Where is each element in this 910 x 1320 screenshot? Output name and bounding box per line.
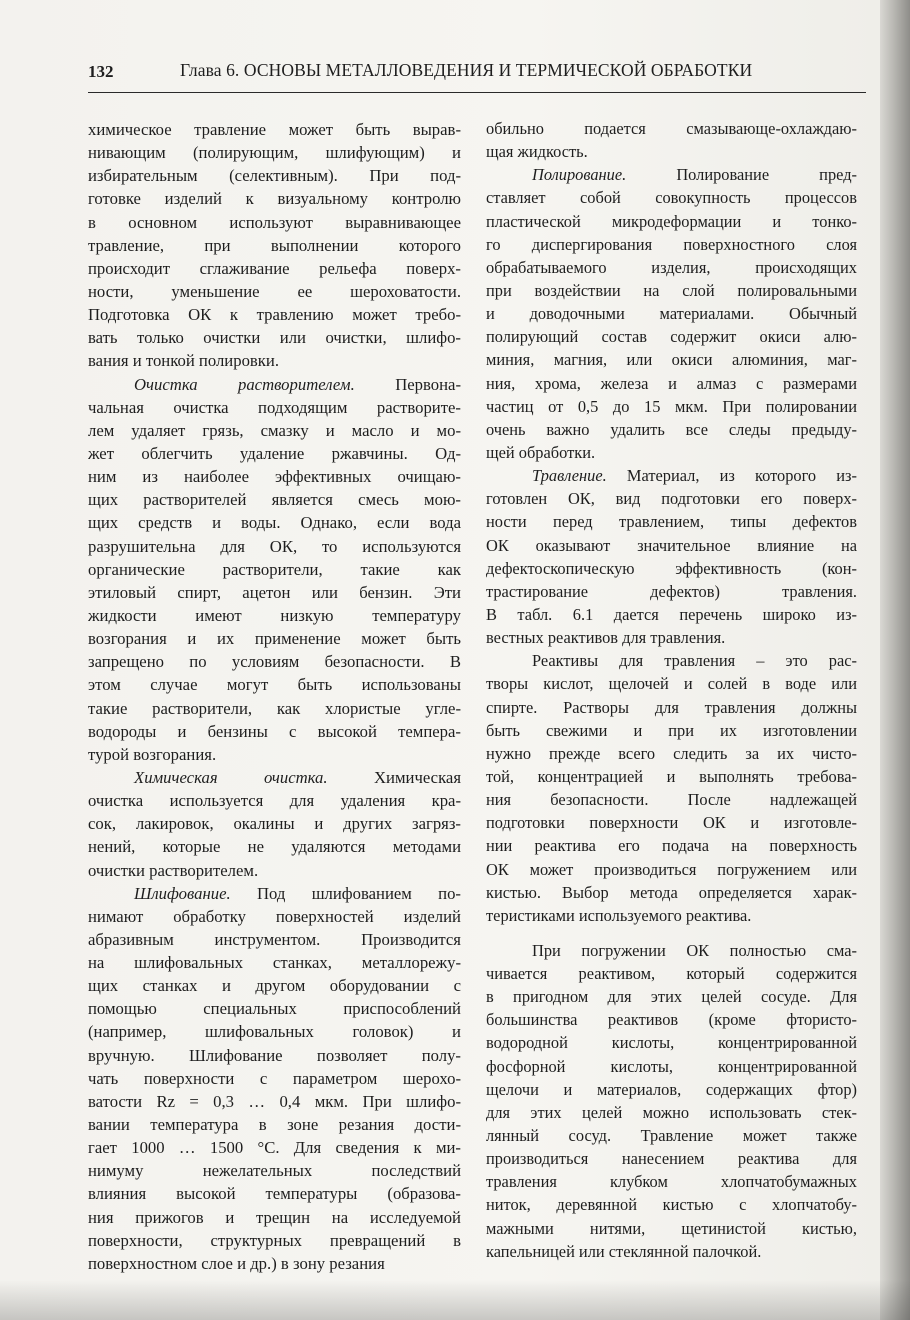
text-line: творы кислот, щелочей и солей в воде или	[486, 674, 857, 694]
text-line: Очистка растворителем. Первона-	[134, 374, 461, 394]
text-line: щей обработки.	[486, 442, 596, 462]
text-line: водороды и бензины с высокой темпера-	[88, 721, 461, 741]
text-line: лем удаляет грязь, смазку и масло и мо-	[88, 420, 461, 440]
text-line: водородной кислоты, концентрированной	[486, 1033, 857, 1053]
text-line: этом случае могут быть использованы	[88, 675, 461, 695]
text-line: нений, которые не удаляются методами	[88, 837, 461, 857]
running-head: Глава 6. ОСНОВЫ МЕТАЛЛОВЕДЕНИЯ И ТЕРМИЧЕСКОЙ ОБРАБОТКИ	[180, 60, 753, 80]
text-line: происходит сглаживание рельефа поверх-	[88, 258, 461, 278]
text-line: ния, хрома, железа и алмаз с размерами	[486, 373, 857, 393]
text-line: Шлифование. Под шлифованием по-	[134, 883, 461, 903]
text-line: сок, лакировок, окалины и других загряз-	[88, 814, 461, 834]
text-line: обильно подается смазывающе-охлаждаю-	[486, 119, 857, 138]
text-line: кистью. Выбор метода определяется харак-	[486, 882, 857, 902]
text-line: нивающим (полирующим, шлифующим) и	[88, 143, 461, 163]
text-line: готовлен ОК, вид подготовки его поверх-	[486, 489, 857, 509]
text-line: при воздействии на слой полировальными	[486, 280, 857, 300]
text-line: чальная очистка подходящим растворите-	[88, 397, 461, 417]
text-line: нужно прежде всего следить за их чисто-	[486, 743, 857, 763]
page-number: 132	[88, 62, 114, 81]
text-line: вручную. Шлифование позволяет полу-	[88, 1045, 461, 1065]
text-line: избирательным (селективным). При под-	[88, 166, 461, 186]
text-line: той, концентрацией и выполнять требова-	[486, 766, 857, 786]
right-text-column	[486, 117, 857, 1263]
text-line: разрушительна для ОК, то используются	[88, 536, 461, 556]
text-line: чать поверхности с параметром шерохо-	[88, 1068, 461, 1088]
text-line: спирте. Растворы для травления должны	[486, 697, 857, 717]
text-line: органические растворители, такие как	[88, 559, 461, 579]
text-line: щих растворителей является смесь мою-	[88, 490, 461, 510]
text-line: го диспергирования поверхностного слоя	[486, 234, 857, 254]
text-line: запрещено по условиям безопасности. В	[88, 652, 461, 672]
text-line: (например, шлифовальных головок) и	[88, 1022, 461, 1042]
text-line: ния безопасности. После надлежащей	[486, 790, 857, 810]
text-line: Химическая очистка. Химическая	[134, 767, 461, 787]
text-line: готовке изделий к визуальному контролю	[88, 189, 461, 209]
text-line: теристиками используемого реактива.	[486, 905, 752, 925]
text-line: лянный сосуд. Травление может также	[486, 1126, 857, 1146]
book-gutter-shadow	[880, 0, 910, 1320]
text-line: вании температура в зоне резания дости-	[88, 1115, 461, 1135]
text-line: дефектоскопическую эффективность (кон-	[486, 558, 857, 578]
text-line: В табл. 6.1 дается перечень широко из-	[486, 604, 857, 624]
text-line: Полирование. Полирование пред-	[532, 165, 857, 185]
text-line: производиться нанесением реактива для	[486, 1149, 857, 1169]
text-line: большинства реактивов (кроме фтористо-	[486, 1010, 857, 1030]
text-line: для этих целей можно использовать стек-	[486, 1102, 857, 1122]
text-line: Реактивы для травления – это рас-	[532, 651, 857, 671]
text-line: травление, при выполнении которого	[88, 235, 461, 255]
header-rule	[88, 92, 866, 93]
text-line: полирующий состав содержит окиси алю-	[486, 327, 857, 347]
text-line: При погружении ОК полностью сма-	[532, 940, 857, 960]
text-line: вестных реактивов для травления.	[486, 628, 726, 648]
text-line: щая жидкость.	[486, 142, 588, 162]
text-line: ватости Rz = 0,3 … 0,4 мкм. При шлифо-	[88, 1091, 461, 1111]
text-line: ности перед травлением, типы дефектов	[486, 512, 857, 532]
text-line: частиц от 0,5 до 15 мкм. При полировании	[486, 396, 857, 416]
text-line: в пригодном для этих целей сосуде. Для	[486, 987, 857, 1007]
text-line: ставляет собой совокупность процессов	[486, 188, 857, 208]
text-line: абразивным инструментом. Производится	[88, 929, 461, 949]
text-line: нимают обработку поверхностей изделий	[88, 906, 461, 926]
text-line: влияния высокой температуры (образова-	[88, 1184, 461, 1204]
text-line: очень важно удалить все следы предыду-	[486, 419, 857, 439]
text-line: на шлифовальных станках, металлорежу-	[88, 953, 461, 973]
text-line: гает 1000 … 1500 °С. Для сведения к ми-	[88, 1138, 461, 1158]
text-line: очистки растворителем.	[88, 860, 259, 880]
text-line: вания и тонкой полировки.	[88, 351, 280, 371]
text-line: быть свежими и при их изготовлении	[486, 720, 857, 740]
text-line: жет облегчить удаление ржавчины. Од-	[88, 443, 461, 463]
text-line: поверхности, структурных превращений в	[88, 1230, 461, 1250]
left-text-column	[88, 118, 461, 1275]
text-line: ним из наиболее эффективных очищаю-	[88, 467, 461, 487]
text-line: Подготовка ОК к травлению может требо-	[88, 305, 461, 325]
text-line: нимуму нежелательных последствий	[88, 1161, 461, 1181]
text-line: этиловый спирт, ацетон или бензин. Эти	[88, 582, 461, 602]
text-line: чивается реактивом, который содержится	[486, 964, 857, 984]
text-line: ния прижогов и трещин на исследуемой	[88, 1207, 461, 1227]
text-line: щелочи и материалов, содержащих фтор)	[486, 1079, 857, 1099]
text-line: трастирование дефектов) травления.	[486, 581, 857, 601]
text-line: обрабатываемого изделия, происходящих	[486, 257, 857, 277]
text-line: турой возгорания.	[88, 744, 217, 764]
text-line: такие растворители, как хлористые угле-	[88, 698, 461, 718]
page-header	[88, 58, 868, 88]
page-bottom-shadow	[0, 1280, 910, 1320]
text-line: помощью специальных приспособлений	[88, 999, 461, 1019]
text-line: вать только очистки или очистки, шлифо-	[88, 328, 461, 348]
text-line: ности, уменьшение ее шероховатости.	[88, 281, 461, 301]
text-line: возгорания и их применение может быть	[88, 629, 461, 649]
text-line: ОК оказывают значительное влияние на	[486, 535, 857, 555]
text-line: химическое травление может быть вырав-	[88, 120, 461, 139]
text-line: Травление. Материал, из которого из-	[532, 466, 857, 486]
text-line: фосфорной кислоты, концентрированной	[486, 1056, 857, 1076]
text-line: ниток, деревянной кистью с хлопчатобу-	[486, 1195, 857, 1215]
text-line: подготовки поверхности ОК и изготовле-	[486, 813, 857, 833]
text-line: травления клубком хлопчатобумажных	[486, 1172, 857, 1192]
text-line: пластической микродеформации и тонко-	[486, 211, 857, 231]
text-line: жидкости имеют низкую температуру	[88, 605, 461, 625]
text-line: и доводочными материалами. Обычный	[486, 304, 857, 324]
text-line: в основном используют выравнивающее	[88, 212, 461, 232]
text-line: ОК может производиться погружением или	[486, 859, 857, 879]
text-line: нии реактива его подача на поверхность	[486, 836, 857, 856]
text-line: мажными нитями, щетинистой кистью,	[486, 1218, 857, 1238]
text-line: миния, магния, или окиси алюминия, маг-	[486, 350, 857, 370]
text-line: щих станках и другом оборудовании с	[88, 976, 461, 996]
text-line: очистка используется для удаления кра-	[88, 791, 461, 811]
text-line: щих средств и воды. Однако, если вода	[88, 513, 461, 533]
text-line: капельницей или стеклянной палочкой.	[486, 1241, 762, 1261]
text-line: поверхностном слое и др.) в зону резания	[88, 1253, 385, 1273]
